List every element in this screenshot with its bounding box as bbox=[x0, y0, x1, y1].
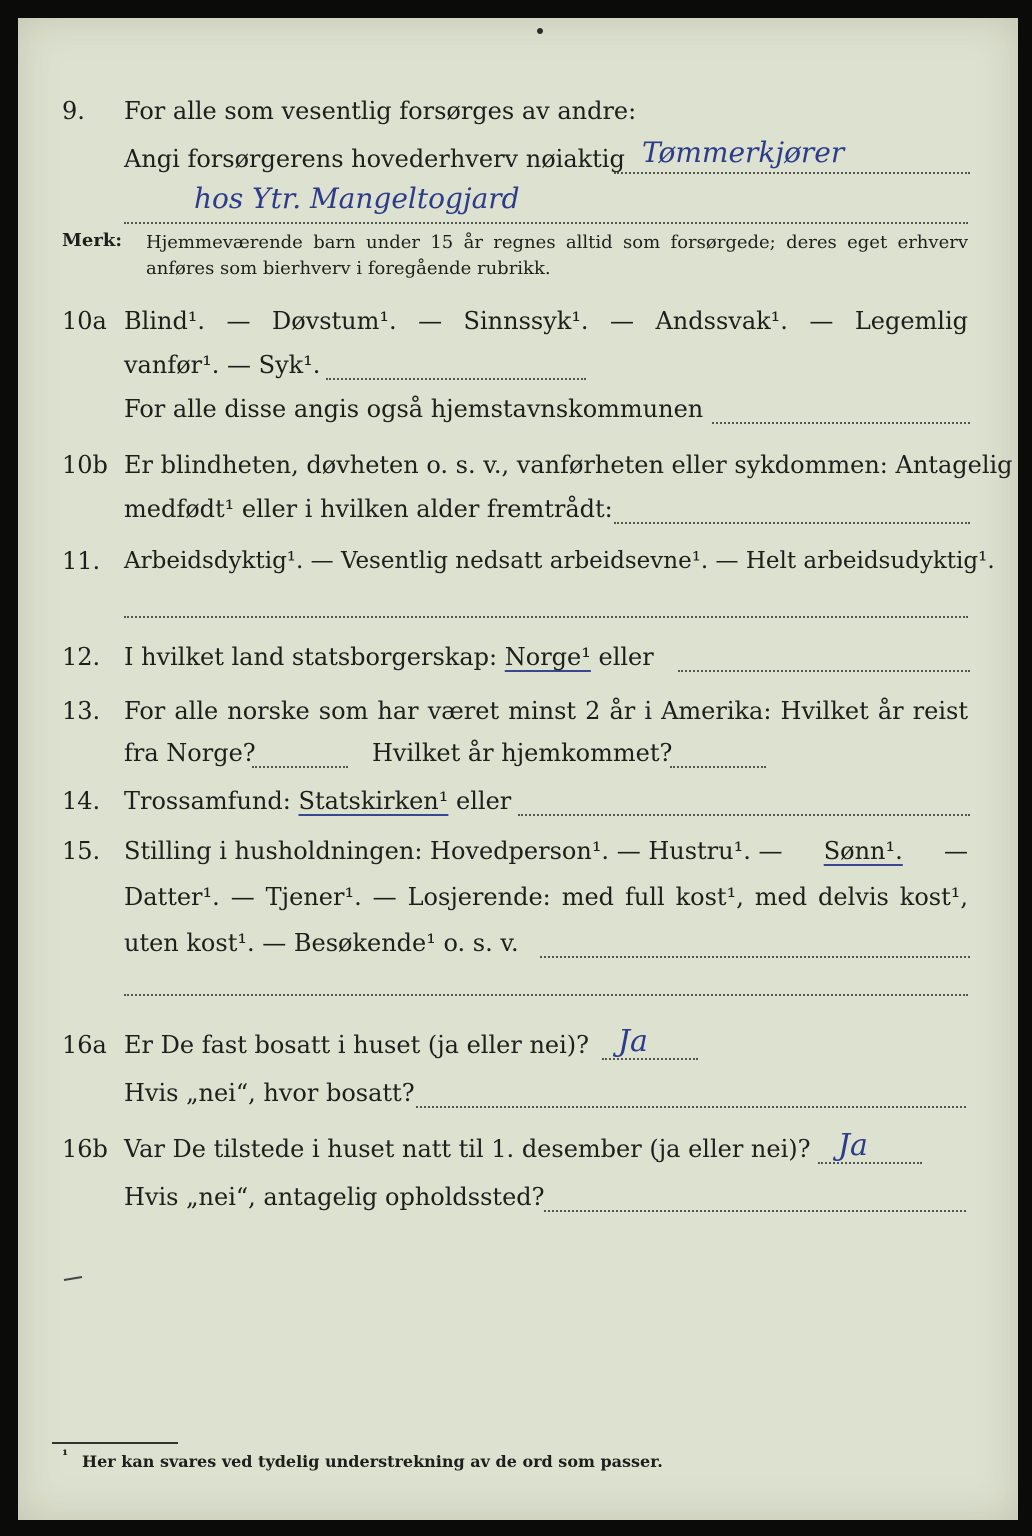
question-16a-line-2 bbox=[18, 1076, 1018, 1110]
question-prefix: I hvilket land statsborgerskap: bbox=[124, 643, 498, 671]
question-text bbox=[124, 640, 654, 674]
answer-line[interactable] bbox=[252, 766, 348, 768]
footnote-divider bbox=[52, 1442, 178, 1444]
question-suffix: eller bbox=[598, 643, 654, 671]
question-text bbox=[124, 784, 511, 818]
question-9-line-3 bbox=[18, 182, 1018, 222]
question-number: 13. bbox=[62, 697, 101, 725]
question-15-line-3 bbox=[18, 926, 1018, 960]
question-number: 10a bbox=[62, 307, 107, 335]
answer-line[interactable] bbox=[614, 172, 970, 174]
question-text: Hvis „nei“, antagelig opholdssted? bbox=[124, 1183, 545, 1211]
answer-line[interactable] bbox=[602, 1058, 698, 1060]
note-text: Hjemmeværende barn under 15 år regnes alltid som forsørgede; deres eget erhverv bbox=[146, 232, 968, 253]
question-text: vanfør¹. — Syk¹. bbox=[124, 351, 321, 379]
question-prefix: Trossamfund: bbox=[124, 787, 291, 815]
question-suffix: eller bbox=[456, 787, 512, 815]
question-10a-line-3 bbox=[18, 392, 1018, 426]
question-text: Hvilket år hjemkommet? bbox=[372, 739, 673, 767]
question-text: For alle disse angis også hjemstavnskommunen bbox=[124, 395, 704, 423]
question-10a bbox=[18, 304, 1018, 338]
question-text: For alle som vesentlig forsørges av andre: bbox=[124, 97, 637, 125]
answer-line[interactable] bbox=[540, 956, 970, 958]
handwritten-answer: Ja bbox=[838, 1128, 868, 1163]
question-text: Var De tilstede i huset natt til 1. desember (ja eller nei)? bbox=[124, 1135, 811, 1163]
question-suffix: — bbox=[943, 837, 968, 865]
answer-line[interactable] bbox=[614, 522, 970, 524]
question-text bbox=[124, 834, 968, 868]
answer-line[interactable] bbox=[670, 766, 766, 768]
question-number: 10b bbox=[62, 451, 108, 479]
question-10b-line-2 bbox=[18, 492, 1018, 526]
question-number: 16a bbox=[62, 1031, 107, 1059]
note-label: Merk: bbox=[62, 230, 122, 251]
question-13 bbox=[18, 694, 1018, 728]
answer-line[interactable] bbox=[124, 616, 968, 618]
question-text: For alle norske som har været minst 2 år i Amerika: Hvilket år reist bbox=[124, 697, 968, 725]
handwritten-answer: hos Ytr. Mangeltogjard bbox=[194, 182, 520, 215]
question-11 bbox=[18, 544, 1018, 578]
question-number: 16b bbox=[62, 1135, 108, 1163]
answer-line[interactable] bbox=[712, 422, 970, 424]
footnote-text: Her kan svares ved tydelig understrekning av de ord som passer. bbox=[82, 1452, 663, 1471]
question-text: Er De fast bosatt i huset (ja eller nei)? bbox=[124, 1031, 590, 1059]
census-form-page bbox=[18, 18, 1018, 1520]
answer-line[interactable] bbox=[518, 814, 970, 816]
question-9-line-2 bbox=[18, 136, 1018, 176]
question-number: 15. bbox=[62, 837, 101, 865]
question-16b bbox=[18, 1128, 1018, 1166]
handwritten-answer: Tømmerkjører bbox=[642, 136, 845, 169]
question-text: fra Norge? bbox=[124, 739, 256, 767]
question-number: 9. bbox=[62, 97, 85, 125]
question-text: uten kost¹. — Besøkende¹ o. s. v. bbox=[124, 929, 519, 957]
pencil-mark bbox=[62, 1274, 86, 1284]
question-12 bbox=[18, 640, 1018, 674]
question-16b-line-2 bbox=[18, 1180, 1018, 1214]
question-number: 14. bbox=[62, 787, 101, 815]
selected-option[interactable]: Sønn¹. bbox=[823, 837, 903, 865]
question-14 bbox=[18, 784, 1018, 818]
question-text: medfødt¹ eller i hvilken alder fremtrådt: bbox=[124, 495, 613, 523]
footnote-marker: ¹ bbox=[62, 1448, 69, 1464]
question-prefix: Stilling i husholdningen: Hovedperson¹. — Hustru¹. — bbox=[124, 837, 783, 865]
answer-line[interactable] bbox=[416, 1106, 966, 1108]
selected-option[interactable]: Norge¹ bbox=[504, 643, 591, 671]
question-number: 11. bbox=[62, 547, 101, 575]
answer-line[interactable] bbox=[678, 670, 970, 672]
question-15-line-2 bbox=[18, 880, 1018, 914]
handwritten-answer: Ja bbox=[618, 1024, 648, 1059]
question-text: Blind¹. — Døvstum¹. — Sinnssyk¹. — Andssvak¹. — Legemlig bbox=[124, 307, 968, 335]
selected-option[interactable]: Statskirken¹ bbox=[298, 787, 449, 815]
question-9 bbox=[18, 94, 1018, 128]
question-text: Angi forsørgerens hovederhverv nøiaktig bbox=[124, 145, 625, 173]
question-10a-line-2 bbox=[18, 348, 1018, 382]
question-13-line-2 bbox=[18, 736, 1018, 770]
question-15 bbox=[18, 834, 1018, 868]
answer-line[interactable] bbox=[124, 994, 968, 996]
answer-line[interactable] bbox=[124, 222, 968, 224]
question-text: Arbeidsdyktig¹. — Vesentlig nedsatt arbeidsevne¹. — Helt arbeidsudyktig¹. bbox=[124, 548, 995, 574]
answer-line[interactable] bbox=[818, 1162, 922, 1164]
punch-dot bbox=[537, 28, 543, 34]
note-text: anføres som bierhverv i foregående rubrikk. bbox=[146, 258, 551, 279]
answer-line[interactable] bbox=[326, 378, 586, 380]
answer-line[interactable] bbox=[544, 1210, 966, 1212]
question-text: Hvis „nei“, hvor bosatt? bbox=[124, 1079, 415, 1107]
question-number: 12. bbox=[62, 643, 101, 671]
question-text: Er blindheten, døvheten o. s. v., vanførheten eller sykdommen: Antagelig bbox=[124, 451, 1013, 479]
question-10b bbox=[18, 448, 1018, 482]
question-text: Datter¹. — Tjener¹. — Losjerende: med full kost¹, med delvis kost¹, bbox=[124, 883, 968, 911]
question-16a bbox=[18, 1024, 1018, 1062]
